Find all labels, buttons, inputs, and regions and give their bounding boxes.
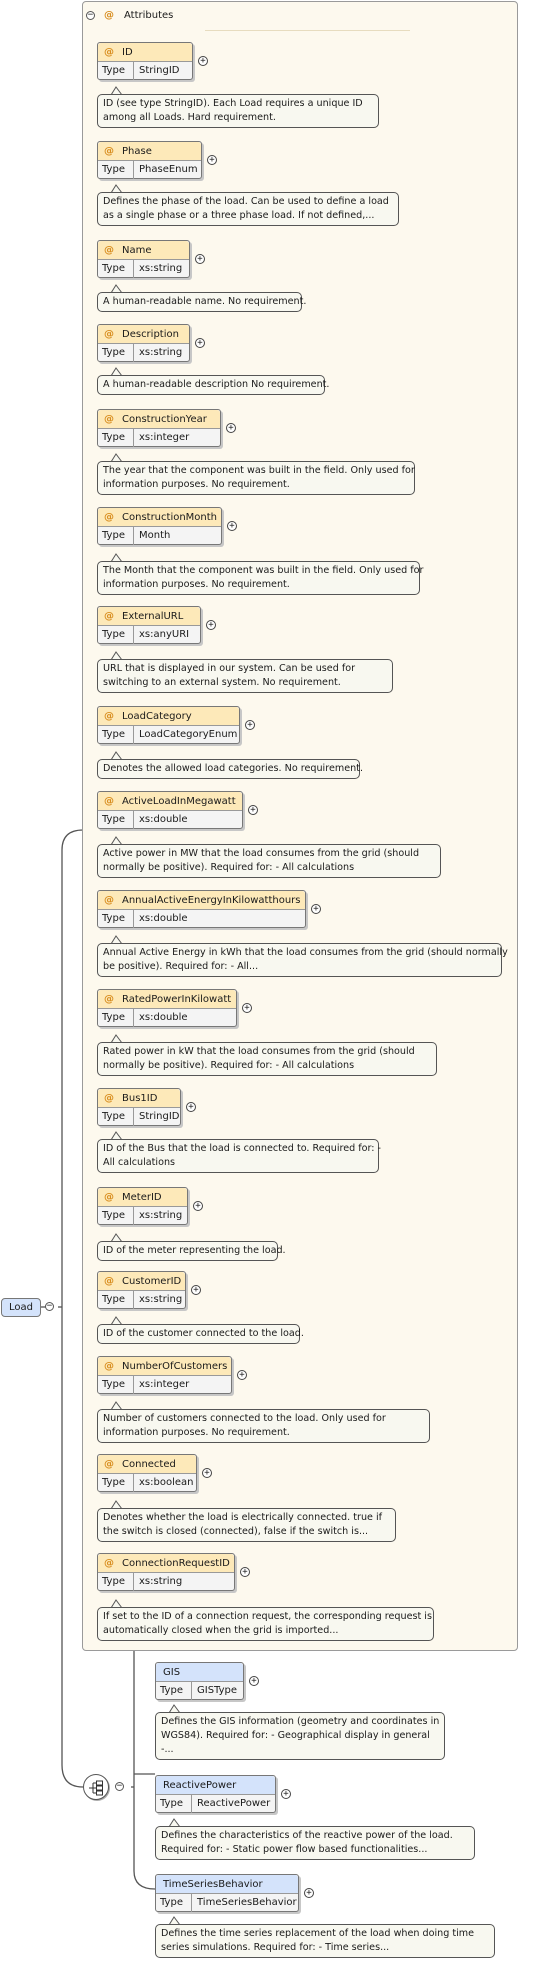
type-label: Type [98,726,134,744]
type-label: Type [156,1894,192,1912]
at-sign-icon: @ [104,795,114,807]
attribute-name: ExternalURL [122,610,184,622]
attribute-number-of-customers-documentation [97,1409,430,1443]
documentation-line: WGS84). Required for: - Geographical display in general [161,1730,430,1741]
type-label: Type [98,1207,134,1225]
doc-pointer [169,1818,179,1826]
attribute-type-row [98,1474,196,1492]
attribute-customer-id-documentation [97,1324,304,1344]
element-name: GIS [156,1663,243,1682]
attribute-connection-request-id-documentation [97,1607,434,1641]
load-element-node[interactable] [1,1298,41,1317]
type-value: PhaseEnum [139,164,198,175]
attribute-active-load-in-megawatt[interactable] [97,791,243,829]
at-sign-icon: @ [104,145,114,157]
expand-number-of-customers-icon[interactable]: + [237,1370,247,1380]
type-value: xs:string [139,1576,183,1587]
type-label: Type [98,344,134,362]
attribute-phase-documentation [97,192,399,226]
attributes-title-underline [205,30,410,31]
expand-connected-icon[interactable]: + [202,1468,212,1478]
expand-bus1-id-icon[interactable]: + [186,1102,196,1112]
attribute-type-row [98,1291,185,1309]
attribute-description-documentation [97,375,330,395]
documentation-line: Denotes whether the load is electrically connected. true if [103,1512,383,1523]
type-value: xs:integer [139,1379,190,1390]
documentation-line: Annual Active Energy in kWh that the load consumes from the grid (should normally [103,947,508,958]
attribute-header [98,607,200,626]
attribute-annual-active-energy-in-kilowatthours-documentation [97,943,508,977]
attributes-collapse-icon[interactable]: − [87,10,94,20]
documentation-line: Number of customers connected to the load. Only used for [103,1413,386,1424]
attribute-name: ConstructionMonth [122,511,218,523]
attribute-header [98,1554,234,1573]
documentation-line: Active power in MW that the load consumes from the grid (should [103,848,420,859]
documentation-line: Defines the GIS information (geometry and coordinates in [161,1716,440,1727]
documentation-line: All calculations [103,1157,176,1168]
attribute-customer-id[interactable] [97,1271,186,1309]
type-value: xs:anyURI [139,629,190,640]
attribute-name: NumberOfCustomers [122,1360,228,1372]
load-collapse-icon[interactable]: − [46,1301,53,1311]
documentation-line: Defines the time series replacement of the load when doing time [161,1928,475,1939]
documentation-line: ID (see type StringID). Each Load requires a unique ID [103,98,363,109]
sequence-collapse-icon[interactable]: − [116,1781,123,1791]
attribute-load-category[interactable] [97,706,240,744]
attribute-annual-active-energy-in-kilowatthours[interactable] [97,890,306,928]
sequence-glyph [84,1775,110,1801]
type-label: Type [98,1009,134,1027]
expand-customer-id-icon[interactable]: + [191,1285,201,1295]
attribute-phase[interactable] [97,141,202,179]
documentation-line: URL that is displayed in our system. Can be used for [103,663,356,674]
attribute-rated-power-in-kilowatt-documentation [97,1042,437,1076]
attribute-type-row [98,62,192,80]
attribute-header [98,707,239,726]
documentation-line: information purposes. No requirement. [103,1427,290,1438]
type-value: xs:string [139,1210,183,1221]
element-gis[interactable] [155,1662,244,1700]
attribute-header [98,1188,187,1207]
attribute-type-row [98,344,189,362]
at-sign-icon: @ [104,610,114,622]
attribute-rated-power-in-kilowatt[interactable] [97,989,237,1027]
at-sign-icon: @ [104,244,114,256]
type-label: Type [98,1108,134,1126]
type-label: Type [98,811,134,829]
element-type-row [156,1795,275,1813]
attribute-connection-request-id[interactable] [97,1553,235,1591]
documentation-line: normally be positive). Required for: - All calculations [103,1060,355,1071]
attribute-header [98,43,192,62]
documentation-line: the switch is closed (connected), false if the switch is... [103,1526,369,1537]
expand-active-load-in-megawatt-icon[interactable]: + [248,805,258,815]
type-value: xs:integer [139,432,190,443]
attribute-construction-month[interactable] [97,507,222,545]
attribute-construction-year-documentation [97,461,415,495]
documentation-line: A human-readable description No requirement. [103,379,330,390]
attribute-name: MeterID [122,1191,162,1203]
expand-name-icon[interactable]: + [195,254,205,264]
type-value: xs:boolean [139,1477,194,1488]
expand-rated-power-in-kilowatt-icon[interactable]: + [242,1003,252,1013]
attribute-type-row [98,1108,180,1126]
doc-pointer [111,1034,121,1042]
type-label: Type [98,1573,134,1591]
attribute-header [98,1272,185,1291]
type-label: Type [98,626,134,644]
documentation-line: normally be positive). Required for: - All calculations [103,862,355,873]
documentation-line: Rated power in kW that the load consumes from the grid (should [103,1046,415,1057]
at-sign-icon: @ [104,1360,114,1372]
attributes-at-icon: @ [104,10,114,21]
documentation-line: If set to the ID of a connection request, the corresponding request is [103,1611,432,1622]
attribute-name: LoadCategory [122,710,192,722]
attribute-name: RatedPowerInKilowatt [122,993,232,1005]
attribute-name: Bus1ID [122,1092,158,1104]
attribute-name: Name [122,244,152,256]
type-value: ReactivePower [197,1798,271,1809]
documentation-line: among all Loads. Hard requirement. [103,112,276,123]
attribute-header [98,142,201,161]
attribute-header [98,325,189,344]
attribute-active-load-in-megawatt-documentation [97,844,441,878]
documentation-line: The year that the component was built in the field. Only used for [103,465,415,476]
documentation-line: Defines the characteristics of the reactive power of the load. [161,1830,453,1841]
documentation-line: information purposes. No requirement. [103,479,290,490]
attribute-name: ConstructionYear [122,413,207,425]
type-value: GISType [197,1685,238,1696]
element-type-row [156,1894,298,1912]
expand-load-category-icon[interactable]: + [245,720,255,730]
attribute-header [98,891,305,910]
documentation-line: ID of the customer connected to the load. [103,1328,304,1339]
expand-id-icon[interactable]: + [198,56,208,66]
type-label: Type [98,260,134,278]
doc-pointer [111,284,121,292]
type-value: StringID [139,1111,180,1122]
attribute-name: Description [122,328,179,340]
type-label: Type [156,1682,192,1700]
type-value: xs:string [139,347,183,358]
doc-pointer [111,453,121,461]
at-sign-icon: @ [104,1458,114,1470]
documentation-line: as a single phase or a three phase load. If not defined,... [103,210,375,221]
doc-pointer [111,1131,121,1139]
documentation-line: Defines the phase of the load. Can be used to define a load [103,196,389,207]
at-sign-icon: @ [104,511,114,523]
element-reactive-power[interactable] [155,1775,276,1813]
at-sign-icon: @ [104,413,114,425]
type-label: Type [156,1795,192,1813]
attribute-id[interactable] [97,42,193,80]
expand-phase-icon[interactable]: + [207,155,217,165]
attribute-type-row [98,910,305,928]
attribute-description[interactable] [97,324,190,362]
attribute-type-row [98,726,239,744]
type-label: Type [98,62,134,80]
element-type-row [156,1682,243,1700]
attributes-group-title: Attributes [124,10,174,21]
type-value: xs:string [139,1294,183,1305]
at-sign-icon: @ [104,46,114,58]
attribute-type-row [98,1207,187,1225]
expand-time-series-behavior-icon[interactable]: + [304,1888,314,1898]
expand-gis-icon[interactable]: + [249,1676,259,1686]
type-value: TimeSeriesBehavior [197,1897,297,1908]
type-value: StringID [139,65,180,76]
expand-connection-request-id-icon[interactable]: + [240,1567,250,1577]
attribute-name[interactable] [97,240,190,278]
type-value: xs:string [139,263,183,274]
at-sign-icon: @ [104,1191,114,1203]
attribute-header [98,792,242,811]
attribute-type-row [98,1009,236,1027]
attribute-meter-id-documentation [97,1241,286,1261]
documentation-line: The Month that the component was built in the field. Only used for [103,565,424,576]
documentation-line: -... [161,1744,174,1755]
doc-pointer [111,1401,121,1409]
attribute-name: ConnectionRequestID [122,1557,230,1569]
at-sign-icon: @ [104,710,114,722]
type-value: xs:double [139,913,188,924]
type-value: xs:double [139,814,188,825]
type-label: Type [98,910,134,928]
at-sign-icon: @ [104,993,114,1005]
attribute-type-row [98,527,221,545]
documentation-line: be positive). Required for: - All... [103,961,259,972]
documentation-line: A human-readable name. No requirement. [103,296,307,307]
attribute-external-url-documentation [97,659,393,693]
attribute-load-category-documentation [97,759,363,779]
doc-pointer [169,1704,179,1712]
type-label: Type [98,1376,134,1394]
attribute-construction-year[interactable] [97,409,221,447]
doc-pointer [111,751,121,759]
attribute-construction-month-documentation [97,561,424,595]
doc-pointer [111,1599,121,1607]
doc-pointer [111,836,121,844]
attribute-number-of-customers[interactable] [97,1356,232,1394]
documentation-line: ID of the Bus that the load is connected to. Required for: - [103,1143,382,1154]
documentation-line: series simulations. Required for: - Time series... [161,1942,390,1953]
attribute-type-row [98,1573,234,1591]
element-name: ReactivePower [156,1776,275,1795]
element-time-series-behavior[interactable] [155,1874,299,1912]
attribute-name: Phase [122,145,152,157]
attribute-type-row [98,161,201,179]
doc-pointer [111,1500,121,1508]
sequence-compositor-icon[interactable] [83,1774,109,1800]
doc-pointer [111,1233,121,1241]
documentation-line: Required for: - Static power flow based functionalities... [161,1844,428,1855]
expand-external-url-icon[interactable]: + [206,620,216,630]
element-reactive-power-documentation [155,1826,475,1860]
attribute-header [98,1089,180,1108]
attribute-header [98,508,221,527]
type-label: Type [98,1474,134,1492]
type-label: Type [98,161,134,179]
attribute-connected-documentation [97,1508,396,1542]
expand-description-icon[interactable]: + [195,338,205,348]
attribute-header [98,241,189,260]
attribute-id-documentation [97,94,379,128]
attribute-header [98,1357,231,1376]
attribute-external-url[interactable] [97,606,201,644]
doc-pointer [111,553,121,561]
documentation-line: automatically closed when the grid is imported... [103,1625,339,1636]
documentation-line: ID of the meter representing the load. [103,1245,286,1256]
attribute-header [98,1455,196,1474]
documentation-line: information purposes. No requirement. [103,579,290,590]
type-value: LoadCategoryEnum [139,729,238,740]
element-gis-documentation [155,1712,445,1760]
at-sign-icon: @ [104,1092,114,1104]
expand-annual-active-energy-in-kilowatthours-icon[interactable]: + [311,904,321,914]
expand-reactive-power-icon[interactable]: + [281,1789,291,1799]
attribute-name: CustomerID [122,1275,182,1287]
attribute-type-row [98,811,242,829]
doc-pointer [111,86,121,94]
attribute-bus1-id[interactable] [97,1088,181,1126]
at-sign-icon: @ [104,1557,114,1569]
type-label: Type [98,527,134,545]
attribute-name-documentation [97,292,307,312]
attribute-name: AnnualActiveEnergyInKilowatthours [122,894,301,906]
at-sign-icon: @ [104,1275,114,1287]
attribute-type-row [98,260,189,278]
documentation-line: switching to an external system. No requirement. [103,677,341,688]
attribute-connected[interactable] [97,1454,197,1492]
attribute-type-row [98,1376,231,1394]
attribute-type-row [98,626,200,644]
doc-pointer [111,935,121,943]
doc-pointer [111,184,121,192]
expand-meter-id-icon[interactable]: + [193,1201,203,1211]
expand-construction-year-icon[interactable]: + [226,423,236,433]
load-element-label: Load [9,1302,33,1313]
doc-pointer [111,1316,121,1324]
attribute-header [98,990,236,1009]
at-sign-icon: @ [104,328,114,340]
type-value: xs:double [139,1012,188,1023]
attribute-meter-id[interactable] [97,1187,188,1225]
attribute-name: ActiveLoadInMegawatt [122,795,236,807]
at-sign-icon: @ [104,894,114,906]
element-time-series-behavior-documentation [155,1924,495,1958]
attribute-bus1-id-documentation [97,1139,382,1173]
attribute-header [98,410,220,429]
doc-pointer [111,651,121,659]
expand-construction-month-icon[interactable]: + [227,521,237,531]
type-label: Type [98,1291,134,1309]
attribute-name: Connected [122,1458,176,1470]
attribute-name: ID [122,46,133,58]
element-name: TimeSeriesBehavior [156,1875,298,1894]
type-value: Month [139,530,171,541]
attribute-type-row [98,429,220,447]
doc-pointer [111,367,121,375]
doc-pointer [169,1916,179,1924]
documentation-line: Denotes the allowed load categories. No requirement. [103,763,363,774]
type-label: Type [98,429,134,447]
